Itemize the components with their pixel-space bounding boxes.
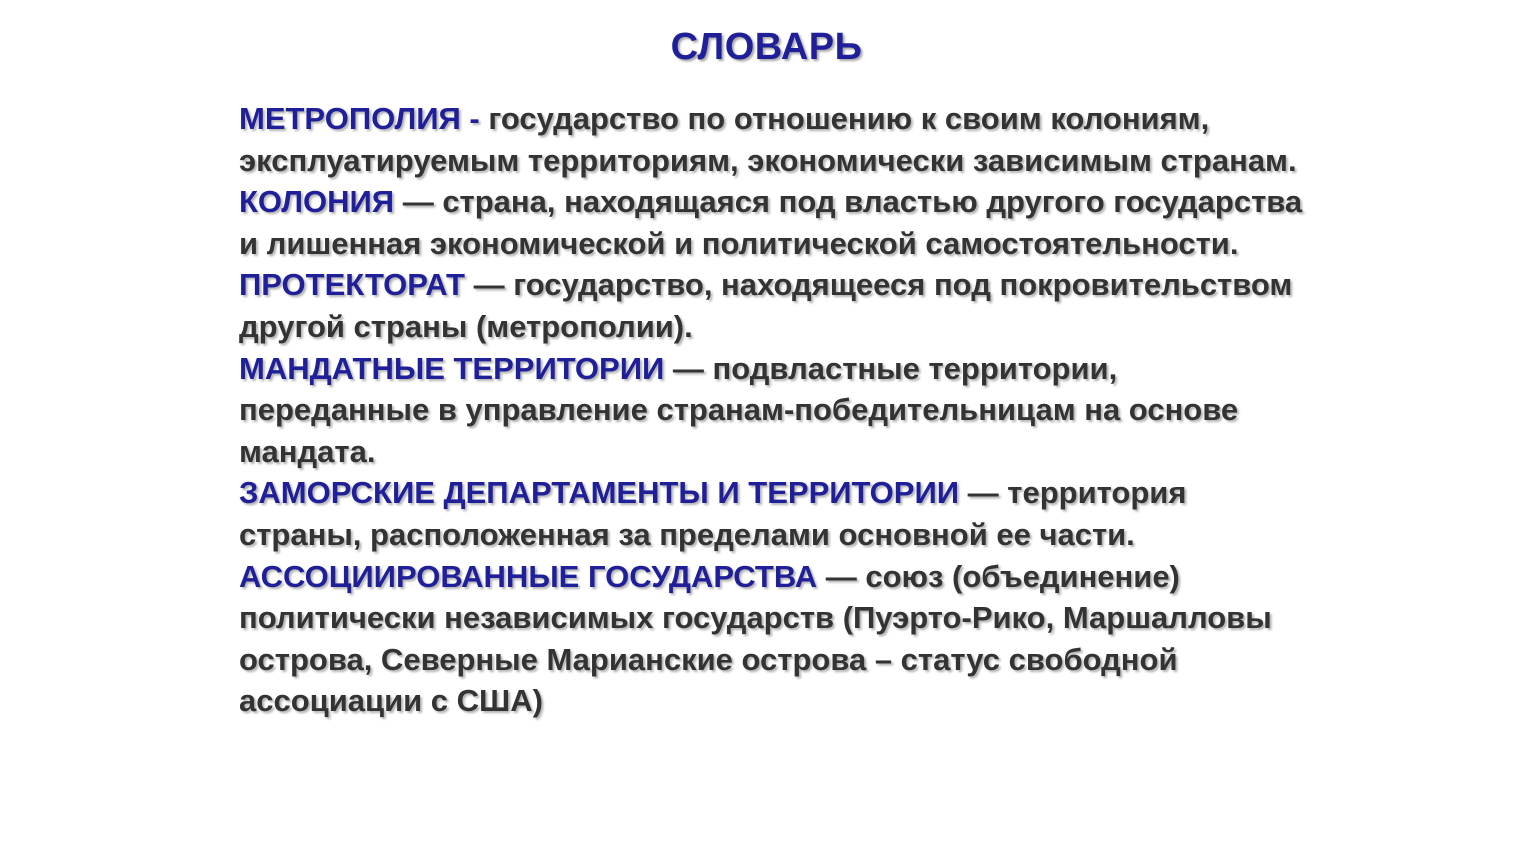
definition-associated-states: союз (объединение) политически независимых государств (Пуэрто-Рико, Маршалловы острова, Северные Марианские острова – статус свободной ассоциации с США) — [239, 558, 1272, 719]
definition-colony: страна, находящаяся под властью другого государства и лишенная экономической и политической самостоятельности. — [239, 184, 1303, 261]
definition-protectorate: государство, находящееся под покровительством другой страны (метрополии). — [239, 267, 1293, 344]
term-protectorate: ПРОТЕКТОРАТ — [239, 267, 465, 303]
separator: — — [817, 558, 866, 594]
glossary-entry-protectorate — [239, 264, 1309, 347]
definition-mandate-territories: подвластные территории, переданные в управление странам-победительницам на основе мандата. — [239, 350, 1239, 469]
glossary-entry-colony — [239, 181, 1309, 264]
glossary-entry-mandate-territories — [239, 348, 1309, 473]
glossary-list — [239, 98, 1309, 722]
separator: - — [460, 101, 489, 136]
separator: — — [664, 350, 713, 386]
slide-title: СЛОВАРЬ — [670, 26, 863, 68]
term-mandate-territories: МАНДАТНЫЕ ТЕРРИТОРИИ — [239, 350, 665, 386]
definition-metropolis: государство по отношению к своим колониям, эксплуатируемым территориям, экономически зависимым странам. — [239, 101, 1297, 178]
separator: — — [464, 267, 514, 303]
glossary-entry-associated-states — [239, 556, 1309, 722]
separator: — — [959, 475, 1008, 511]
glossary-entry-overseas-departments — [239, 472, 1309, 555]
term-colony: КОЛОНИЯ — [239, 184, 395, 220]
term-overseas-departments: ЗАМОРСКИЕ ДЕПАРТАМЕНТЫ И ТЕРРИТОРИИ — [239, 475, 960, 511]
term-associated-states: АССОЦИИРОВАННЫЕ ГОСУДАРСТВА — [239, 558, 818, 594]
term-metropolis: МЕТРОПОЛИЯ — [239, 101, 461, 136]
glossary-entry-metropolis — [239, 98, 1309, 181]
definition-overseas-departments: территория страны, расположенная за пределами основной ее части. — [239, 475, 1187, 552]
separator: — — [394, 184, 443, 220]
